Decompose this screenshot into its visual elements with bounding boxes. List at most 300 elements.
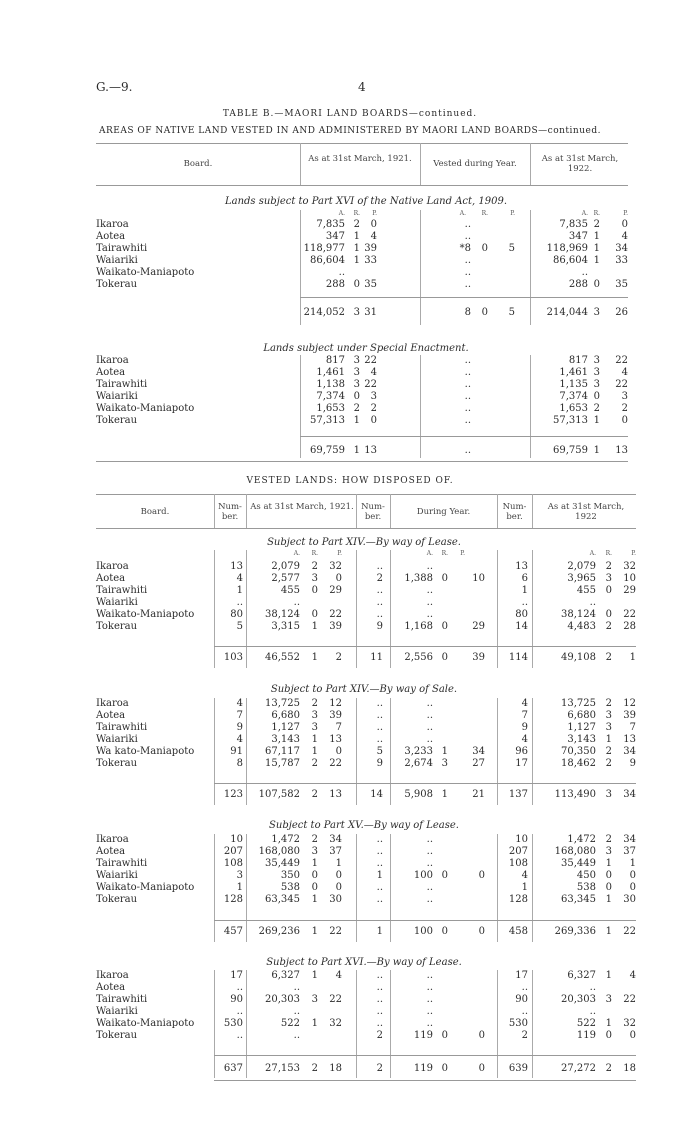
perches-value: 21 bbox=[472, 789, 485, 800]
perches-value: 37 bbox=[329, 846, 342, 857]
table-row bbox=[96, 858, 636, 869]
acres-value: .. bbox=[426, 585, 433, 596]
board-name: Waikato-Maniapoto bbox=[96, 609, 195, 620]
roods-value: 0 bbox=[441, 926, 448, 937]
roods-value: 0 bbox=[605, 609, 612, 620]
acres-value: .. bbox=[426, 882, 433, 893]
table1-header-board: Board. bbox=[183, 159, 213, 169]
perches-value: 22 bbox=[329, 758, 342, 769]
table-row bbox=[96, 870, 636, 881]
acres-value: 2,577 bbox=[271, 573, 300, 584]
table-row bbox=[96, 621, 636, 632]
acres-value: 15,787 bbox=[265, 758, 300, 769]
acres-value: 118,977 bbox=[303, 243, 345, 254]
table-row bbox=[96, 609, 636, 620]
roods-value: 1 bbox=[605, 970, 612, 981]
number-value: 91 bbox=[230, 746, 243, 757]
acres-value: 538 bbox=[280, 882, 300, 893]
unit-label-p: P. bbox=[372, 210, 377, 217]
perches-value: 2 bbox=[335, 652, 342, 663]
number-value: 103 bbox=[223, 652, 243, 663]
perches-value: 39 bbox=[364, 243, 377, 254]
board-name: Tairawhiti bbox=[96, 243, 148, 254]
roods-value: 1 bbox=[593, 243, 600, 254]
roods-value: 2 bbox=[605, 834, 612, 845]
roods-value: 3 bbox=[593, 367, 600, 378]
acres-value: 35,449 bbox=[561, 858, 596, 869]
perches-value: 4 bbox=[370, 231, 377, 242]
total-row bbox=[96, 789, 636, 800]
unit-label-p: P. bbox=[631, 550, 636, 557]
roods-value: 3 bbox=[593, 379, 600, 390]
table2-section-title: Subject to Part XVI.—By way of Lease. bbox=[266, 957, 462, 968]
acres-value: .. bbox=[293, 1006, 300, 1017]
number-value: 4 bbox=[236, 698, 243, 709]
number-value: 9 bbox=[521, 722, 528, 733]
table-row bbox=[96, 355, 628, 366]
perches-value: 1 bbox=[629, 858, 636, 869]
acres-value: 5,908 bbox=[404, 789, 433, 800]
number-value: .. bbox=[376, 561, 383, 572]
acres-value: .. bbox=[426, 698, 433, 709]
board-name: Ikaroa bbox=[96, 698, 129, 709]
number-value: 8 bbox=[236, 758, 243, 769]
roods-value: 2 bbox=[311, 1063, 318, 1074]
acres-value: 214,052 bbox=[303, 307, 345, 318]
roods-value: 0 bbox=[441, 621, 448, 632]
acres-value: .. bbox=[589, 1006, 596, 1017]
perches-value: 13 bbox=[329, 734, 342, 745]
number-value: .. bbox=[376, 609, 383, 620]
acres-value: .. bbox=[464, 279, 471, 290]
number-value: .. bbox=[236, 1006, 243, 1017]
number-value: 4 bbox=[236, 734, 243, 745]
table2-title: VESTED LANDS: HOW DISPOSED OF. bbox=[246, 476, 454, 486]
acres-value: 69,759 bbox=[553, 445, 588, 456]
number-value: 128 bbox=[223, 894, 243, 905]
perches-value: 32 bbox=[329, 561, 342, 572]
perches-value: 35 bbox=[364, 279, 377, 290]
perches-value: 4 bbox=[621, 367, 628, 378]
acres-value: .. bbox=[589, 597, 596, 608]
perches-value: 0 bbox=[335, 882, 342, 893]
acres-value: 107,582 bbox=[258, 789, 300, 800]
column-divider bbox=[532, 494, 533, 528]
acres-value: .. bbox=[426, 609, 433, 620]
roods-value: 0 bbox=[441, 573, 448, 584]
acres-value: 450 bbox=[576, 870, 596, 881]
perches-value: 28 bbox=[623, 621, 636, 632]
board-name: Aotea bbox=[96, 982, 126, 993]
table-subtitle: AREAS OF NATIVE LAND VESTED IN AND ADMINISTERED BY MAORI LAND BOARDS—continued. bbox=[99, 126, 601, 136]
board-name: Tairawhiti bbox=[96, 994, 148, 1005]
roods-value: 2 bbox=[605, 1063, 612, 1074]
number-value: 13 bbox=[515, 561, 528, 572]
acres-value: .. bbox=[464, 367, 471, 378]
acres-value: 6,327 bbox=[567, 970, 596, 981]
number-value: .. bbox=[236, 1030, 243, 1041]
number-value: .. bbox=[376, 834, 383, 845]
acres-value: 69,759 bbox=[310, 445, 345, 456]
roods-value: 0 bbox=[353, 391, 360, 402]
acres-value: 63,345 bbox=[561, 894, 596, 905]
roods-value: 2 bbox=[593, 219, 600, 230]
number-value: .. bbox=[376, 858, 383, 869]
table-row bbox=[96, 1018, 636, 1029]
table-row bbox=[96, 734, 636, 745]
column-divider bbox=[300, 143, 301, 185]
unit-label-r: R. bbox=[481, 210, 488, 217]
perches-value: 12 bbox=[623, 698, 636, 709]
roods-value: 0 bbox=[353, 279, 360, 290]
number-value: .. bbox=[521, 1006, 528, 1017]
perches-value: 13 bbox=[615, 445, 628, 456]
number-value: 6 bbox=[521, 573, 528, 584]
table1-header-1922: As at 31st March, 1922. bbox=[541, 154, 619, 174]
number-value: 128 bbox=[508, 894, 528, 905]
acres-value: 35,449 bbox=[265, 858, 300, 869]
table1-header-vested: Vested during Year. bbox=[433, 159, 517, 169]
roods-value: 3 bbox=[605, 710, 612, 721]
number-value: 207 bbox=[223, 846, 243, 857]
number-value: 7 bbox=[521, 710, 528, 721]
perches-value: 22 bbox=[329, 926, 342, 937]
number-value: 10 bbox=[230, 834, 243, 845]
acres-value: 817 bbox=[568, 355, 588, 366]
board-name: Ikaroa bbox=[96, 219, 129, 230]
acres-value: 6,327 bbox=[271, 970, 300, 981]
unit-label-p: P. bbox=[623, 210, 628, 217]
number-value: 4 bbox=[521, 734, 528, 745]
acres-value: .. bbox=[426, 994, 433, 1005]
roods-value: 3 bbox=[353, 379, 360, 390]
number-value: 1 bbox=[521, 882, 528, 893]
perches-value: 22 bbox=[364, 355, 377, 366]
number-value: 10 bbox=[515, 834, 528, 845]
perches-value: 33 bbox=[364, 255, 377, 266]
number-value: .. bbox=[376, 698, 383, 709]
perches-value: 26 bbox=[615, 307, 628, 318]
roods-value: 3 bbox=[353, 355, 360, 366]
table1-section-title: Lands subject under Special Enactment. bbox=[263, 343, 469, 354]
acres-value: 57,313 bbox=[553, 415, 588, 426]
board-name: Tokerau bbox=[96, 415, 138, 426]
acres-value: 1,388 bbox=[404, 573, 433, 584]
unit-label-a: A. bbox=[589, 550, 596, 557]
table2-header-number: Num-ber. bbox=[502, 502, 527, 522]
table-row bbox=[96, 970, 636, 981]
roods-value: 1 bbox=[441, 746, 448, 757]
acres-value: .. bbox=[464, 391, 471, 402]
perches-value: 10 bbox=[623, 573, 636, 584]
acres-value: 288 bbox=[325, 279, 345, 290]
perches-value: 4 bbox=[629, 970, 636, 981]
table2-section-title: Subject to Part XIV.—By way of Lease. bbox=[267, 537, 461, 548]
acres-value: 100 bbox=[413, 926, 433, 937]
number-value: 1 bbox=[376, 870, 383, 881]
number-value: 4 bbox=[236, 573, 243, 584]
perches-value: 22 bbox=[329, 994, 342, 1005]
perches-value: 4 bbox=[370, 367, 377, 378]
acres-value: 18,462 bbox=[561, 758, 596, 769]
acres-value: 3,143 bbox=[567, 734, 596, 745]
number-value: .. bbox=[376, 1018, 383, 1029]
table-row bbox=[96, 585, 636, 596]
roods-value: 1 bbox=[605, 894, 612, 905]
roods-value: 3 bbox=[311, 573, 318, 584]
perches-value: 0 bbox=[621, 219, 628, 230]
perches-value: 22 bbox=[329, 609, 342, 620]
perches-value: 12 bbox=[329, 698, 342, 709]
table2-top-rule bbox=[96, 494, 636, 495]
number-value: .. bbox=[376, 982, 383, 993]
acres-value: .. bbox=[464, 355, 471, 366]
roods-value: 3 bbox=[605, 846, 612, 857]
number-value: 108 bbox=[508, 858, 528, 869]
perches-value: 32 bbox=[623, 561, 636, 572]
acres-value: .. bbox=[426, 561, 433, 572]
roods-value: 2 bbox=[353, 219, 360, 230]
acres-value: 538 bbox=[576, 882, 596, 893]
acres-value: .. bbox=[426, 982, 433, 993]
board-name: Aotea bbox=[96, 573, 126, 584]
roods-value: 1 bbox=[593, 445, 600, 456]
number-value: 17 bbox=[230, 970, 243, 981]
acres-value: 2,556 bbox=[404, 652, 433, 663]
table-row bbox=[96, 391, 628, 402]
perches-value: 10 bbox=[472, 573, 485, 584]
roods-value: 3 bbox=[311, 994, 318, 1005]
roods-value: 3 bbox=[353, 367, 360, 378]
table2-header-during: During Year. bbox=[416, 507, 471, 517]
perches-value: 22 bbox=[623, 926, 636, 937]
total-rule bbox=[300, 297, 628, 298]
roods-value: 0 bbox=[441, 870, 448, 881]
acres-value: 1,127 bbox=[271, 722, 300, 733]
acres-value: 4,483 bbox=[567, 621, 596, 632]
unit-label-a: A. bbox=[426, 550, 433, 557]
perches-value: 22 bbox=[615, 379, 628, 390]
roods-value: 0 bbox=[605, 1030, 612, 1041]
acres-value: .. bbox=[464, 255, 471, 266]
table-row bbox=[96, 758, 636, 769]
perches-value: 30 bbox=[329, 894, 342, 905]
total-rule bbox=[214, 646, 636, 647]
perches-value: 39 bbox=[329, 621, 342, 632]
roods-value: 1 bbox=[311, 926, 318, 937]
board-name: Waiariki bbox=[96, 255, 138, 266]
roods-value: 1 bbox=[311, 894, 318, 905]
acres-value: 817 bbox=[325, 355, 345, 366]
table2-header-1921: As at 31st March, 1921. bbox=[250, 502, 354, 512]
acres-value: 522 bbox=[576, 1018, 596, 1029]
roods-value: 3 bbox=[353, 307, 360, 318]
acres-value: .. bbox=[581, 267, 588, 278]
perches-value: 0 bbox=[335, 746, 342, 757]
perches-value: 5 bbox=[508, 307, 515, 318]
number-value: .. bbox=[376, 970, 383, 981]
table-row bbox=[96, 1006, 636, 1017]
perches-value: 27 bbox=[472, 758, 485, 769]
board-name: Waiariki bbox=[96, 1006, 138, 1017]
perches-value: 34 bbox=[615, 243, 628, 254]
acres-value: 455 bbox=[576, 585, 596, 596]
unit-label-a: A. bbox=[338, 210, 345, 217]
acres-value: 27,272 bbox=[561, 1063, 596, 1074]
acres-value: 347 bbox=[325, 231, 345, 242]
perches-value: 34 bbox=[472, 746, 485, 757]
table1-section-title: Lands subject to Part XVI of the Native Land Act, 1909. bbox=[224, 196, 508, 207]
perches-value: 32 bbox=[329, 1018, 342, 1029]
perches-value: 18 bbox=[623, 1063, 636, 1074]
acres-value: .. bbox=[426, 722, 433, 733]
roods-value: 3 bbox=[593, 307, 600, 318]
acres-value: .. bbox=[464, 403, 471, 414]
roods-value: 0 bbox=[605, 870, 612, 881]
board-name: Tokerau bbox=[96, 279, 138, 290]
table-row bbox=[96, 561, 636, 572]
roods-value: 1 bbox=[311, 970, 318, 981]
number-value: 2 bbox=[376, 1063, 383, 1074]
perches-value: 0 bbox=[621, 415, 628, 426]
perches-value: 0 bbox=[370, 415, 377, 426]
roods-value: 1 bbox=[605, 858, 612, 869]
perches-value: 0 bbox=[629, 870, 636, 881]
table-row bbox=[96, 367, 628, 378]
perches-value: 31 bbox=[364, 307, 377, 318]
board-name: Waikato-Maniapoto bbox=[96, 267, 195, 278]
acres-value: 214,044 bbox=[546, 307, 588, 318]
perches-value: 0 bbox=[478, 926, 485, 937]
roods-value: 3 bbox=[441, 758, 448, 769]
roods-value: 1 bbox=[353, 243, 360, 254]
table1-top-rule bbox=[96, 143, 628, 144]
roods-value: 0 bbox=[605, 585, 612, 596]
column-divider bbox=[246, 494, 247, 528]
number-value: .. bbox=[376, 882, 383, 893]
acres-value: 1,653 bbox=[316, 403, 345, 414]
roods-value: 1 bbox=[605, 734, 612, 745]
acres-value: 1,461 bbox=[316, 367, 345, 378]
board-name: Tokerau bbox=[96, 758, 138, 769]
table2-header-number: Num-ber. bbox=[218, 502, 242, 522]
table1-bottom-rule bbox=[96, 461, 628, 462]
acres-value: .. bbox=[426, 970, 433, 981]
roods-value: 1 bbox=[441, 789, 448, 800]
perches-value: 3 bbox=[370, 391, 377, 402]
number-value: 108 bbox=[223, 858, 243, 869]
roods-value: 1 bbox=[311, 1018, 318, 1029]
table2-section-title: Subject to Part XV.—By way of Lease. bbox=[269, 820, 459, 831]
table-row bbox=[96, 597, 636, 608]
number-value: 5 bbox=[236, 621, 243, 632]
perches-value: 1 bbox=[629, 652, 636, 663]
acres-value: 2,079 bbox=[567, 561, 596, 572]
roods-value: 3 bbox=[605, 722, 612, 733]
perches-value: 39 bbox=[623, 710, 636, 721]
roods-value: 0 bbox=[481, 243, 488, 254]
acres-value: 269,336 bbox=[554, 926, 596, 937]
acres-value: 1,127 bbox=[567, 722, 596, 733]
perches-value: 39 bbox=[472, 652, 485, 663]
table1-header-rule bbox=[96, 185, 628, 186]
perches-value: 3 bbox=[621, 391, 628, 402]
roods-value: 3 bbox=[593, 355, 600, 366]
perches-value: 29 bbox=[329, 585, 342, 596]
roods-value: 2 bbox=[605, 758, 612, 769]
number-value: .. bbox=[521, 597, 528, 608]
acres-value: .. bbox=[464, 415, 471, 426]
perches-value: 13 bbox=[364, 445, 377, 456]
perches-value: 33 bbox=[615, 255, 628, 266]
acres-value: .. bbox=[464, 445, 471, 456]
number-value: 2 bbox=[376, 1030, 383, 1041]
table-row bbox=[96, 255, 628, 266]
board-name: Tokerau bbox=[96, 1030, 138, 1041]
acres-value: .. bbox=[426, 1018, 433, 1029]
table-row bbox=[96, 279, 628, 290]
acres-value: 3,315 bbox=[271, 621, 300, 632]
board-name: Aotea bbox=[96, 710, 126, 721]
acres-value: 20,303 bbox=[265, 994, 300, 1005]
perches-value: 29 bbox=[623, 585, 636, 596]
acres-value: 269,236 bbox=[258, 926, 300, 937]
total-rule bbox=[214, 1055, 636, 1056]
perches-value: 5 bbox=[508, 243, 515, 254]
acres-value: 1,461 bbox=[559, 367, 588, 378]
board-name: Waiariki bbox=[96, 734, 138, 745]
perches-value: 0 bbox=[478, 870, 485, 881]
acres-value: 49,108 bbox=[561, 652, 596, 663]
unit-label-a: A. bbox=[459, 210, 466, 217]
number-value: 637 bbox=[223, 1063, 243, 1074]
acres-value: 113,490 bbox=[554, 789, 596, 800]
perches-value: 0 bbox=[629, 1030, 636, 1041]
number-value: 96 bbox=[515, 746, 528, 757]
roods-value: 3 bbox=[605, 994, 612, 1005]
acres-value: 118,969 bbox=[546, 243, 588, 254]
roods-value: 1 bbox=[311, 734, 318, 745]
acres-value: 27,153 bbox=[265, 1063, 300, 1074]
acres-value: 86,604 bbox=[310, 255, 345, 266]
number-value: .. bbox=[376, 894, 383, 905]
number-value: 137 bbox=[508, 789, 528, 800]
acres-value: 168,080 bbox=[258, 846, 300, 857]
perches-value: 18 bbox=[329, 1063, 342, 1074]
unit-label-r: R. bbox=[441, 550, 448, 557]
number-value: 9 bbox=[376, 758, 383, 769]
unit-label-r: R. bbox=[593, 210, 600, 217]
acres-value: 6,680 bbox=[567, 710, 596, 721]
number-value: .. bbox=[236, 982, 243, 993]
table-row bbox=[96, 746, 636, 757]
total-row bbox=[96, 1063, 636, 1074]
board-name: Waikato-Maniapoto bbox=[96, 882, 195, 893]
perches-value: 0 bbox=[370, 219, 377, 230]
board-name: Wa kato-Maniapoto bbox=[96, 746, 195, 757]
acres-value: .. bbox=[293, 1030, 300, 1041]
roods-value: 1 bbox=[353, 445, 360, 456]
acres-value: 119 bbox=[413, 1063, 433, 1074]
roods-value: 3 bbox=[311, 710, 318, 721]
perches-value: 7 bbox=[335, 722, 342, 733]
roods-value: 0 bbox=[311, 882, 318, 893]
perches-value: 0 bbox=[335, 573, 342, 584]
acres-value: 1,168 bbox=[404, 621, 433, 632]
perches-value: 1 bbox=[335, 858, 342, 869]
perches-value: 0 bbox=[478, 1030, 485, 1041]
acres-value: 288 bbox=[568, 279, 588, 290]
